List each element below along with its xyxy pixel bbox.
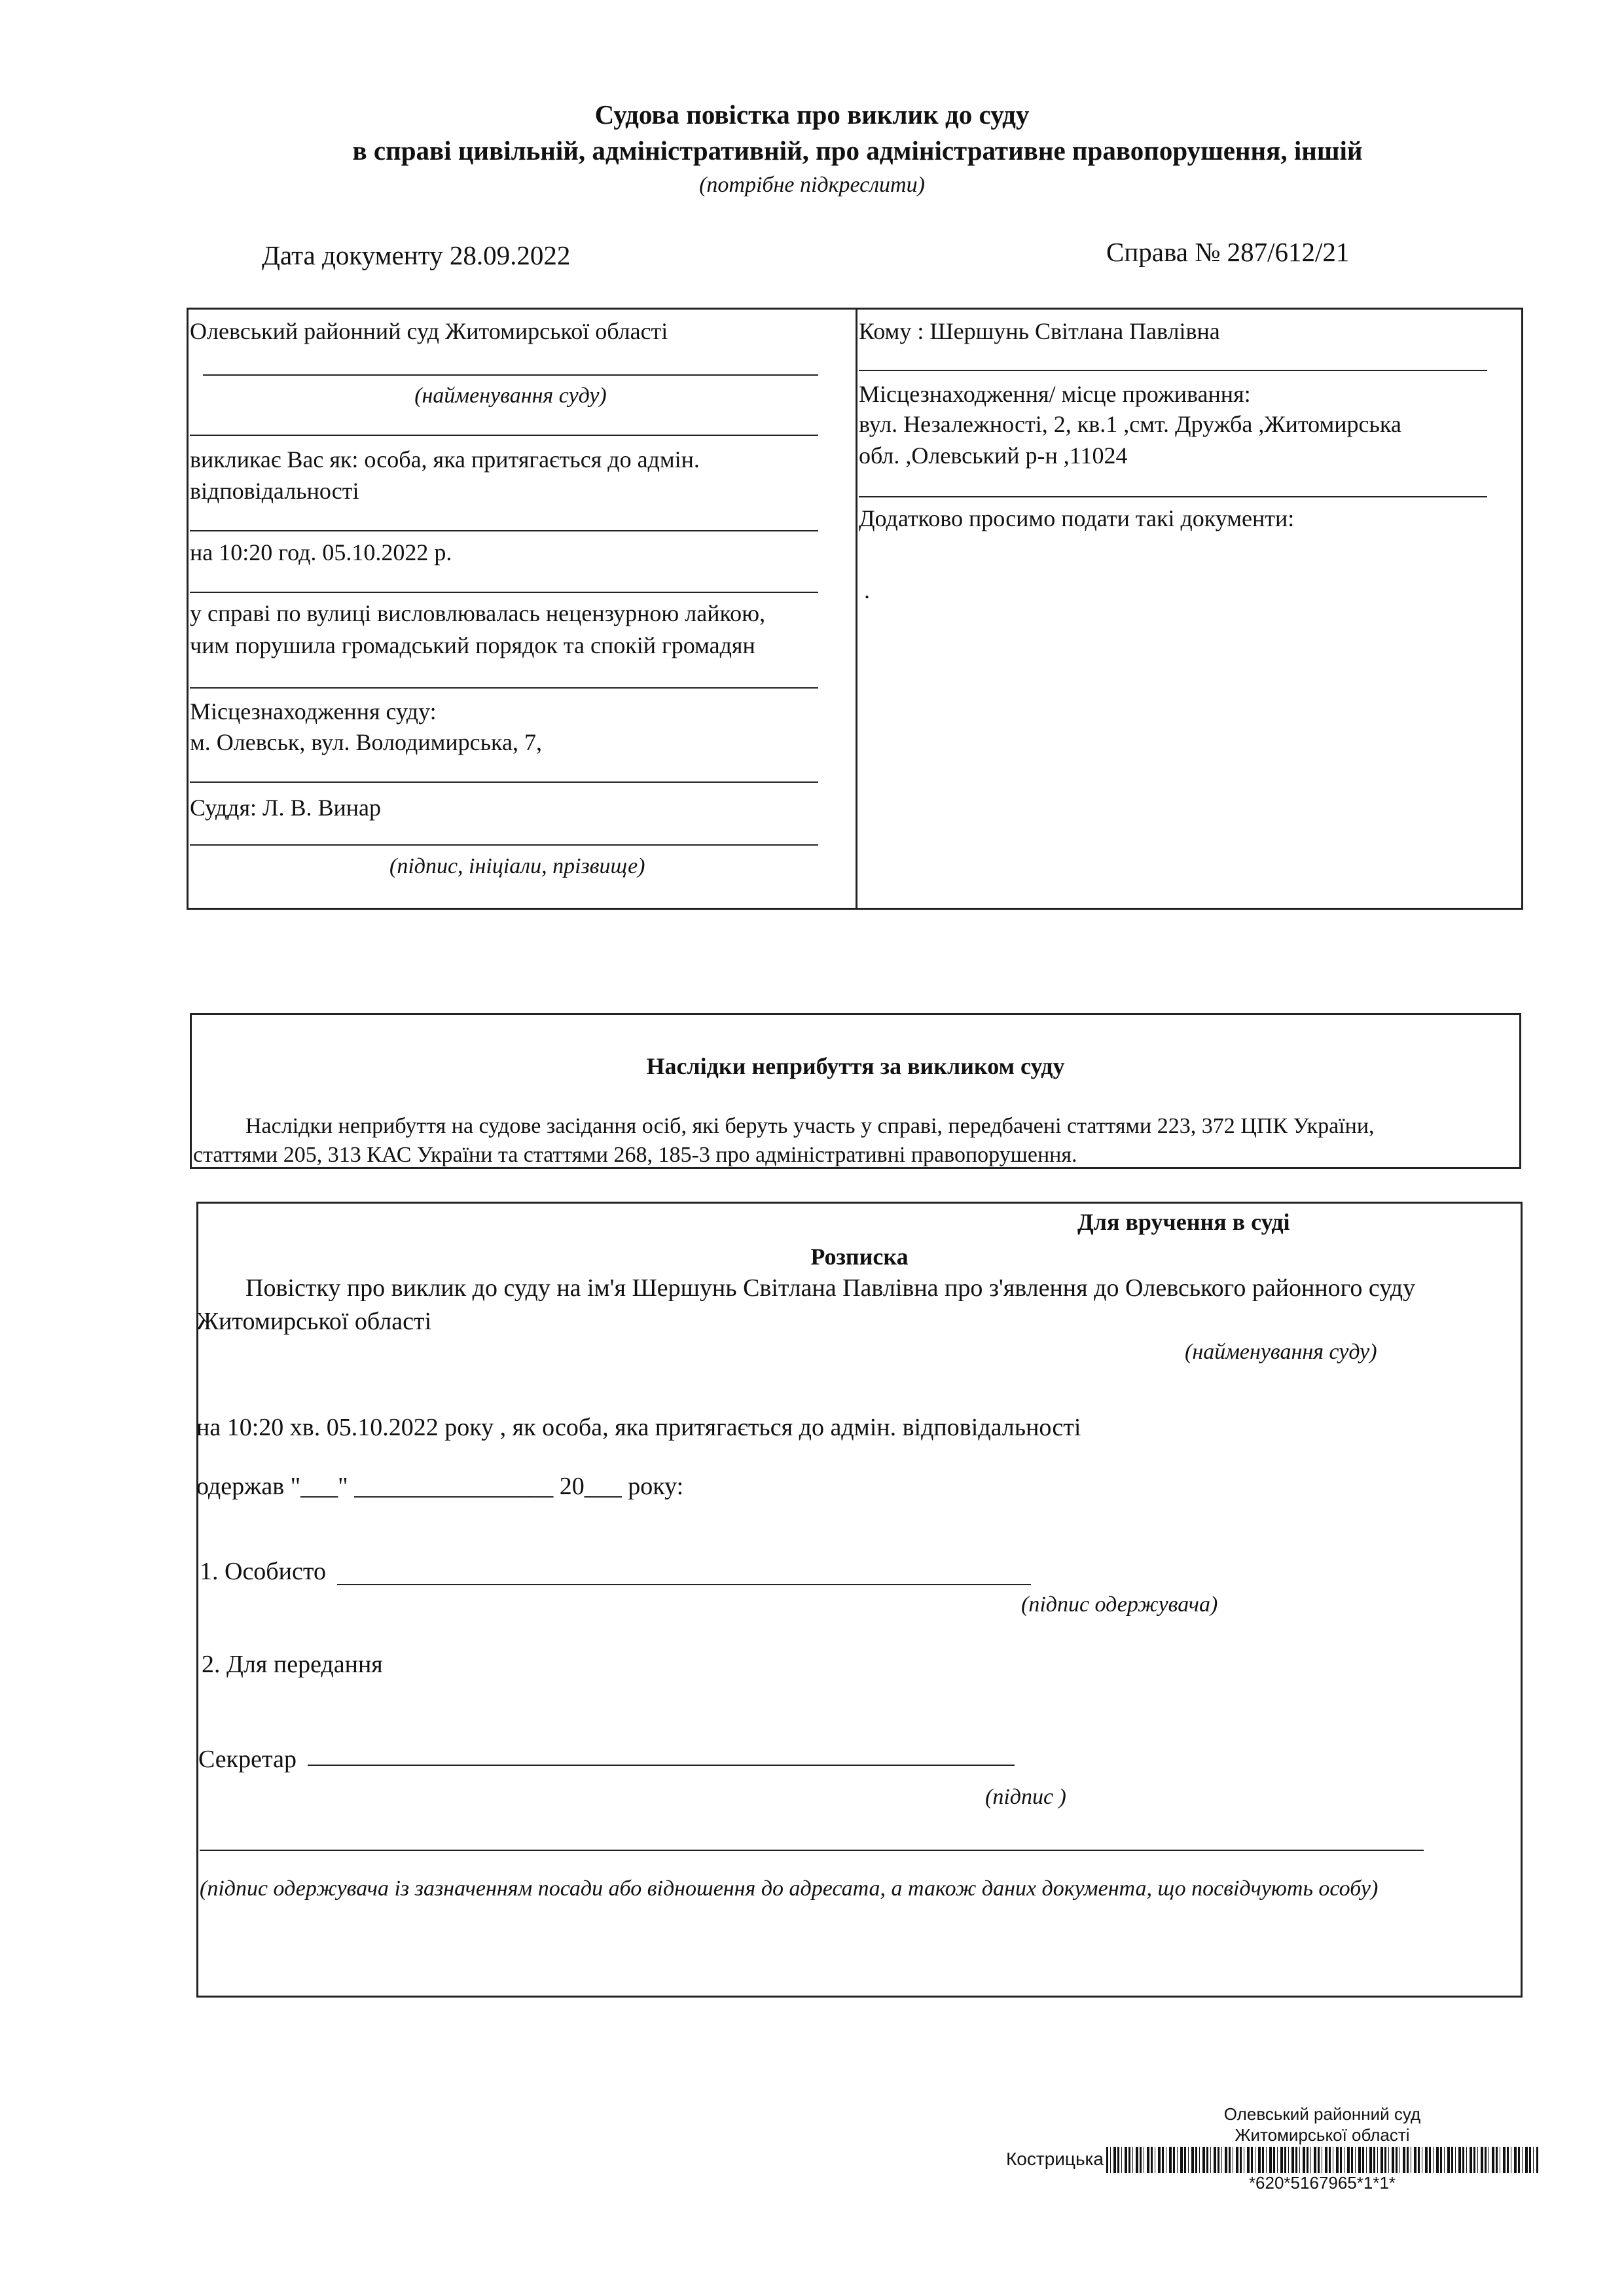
documents-label: Додатково просимо подати такі документи: bbox=[859, 505, 1295, 531]
case-description-line-1: у справі по вулиці висловлювалась нецензурною лайкою, bbox=[190, 600, 766, 626]
case-number: Справа № 287/612/21 bbox=[1106, 237, 1350, 267]
personally-label: 1. Особисто bbox=[200, 1558, 326, 1585]
hearing-time: на 10:20 год. 05.10.2022 р. bbox=[190, 539, 452, 565]
judge-signature-caption: (підпис, ініціали, прізвище) bbox=[389, 854, 645, 878]
received-line: одержав "___" ________________ 20___ року: bbox=[196, 1473, 684, 1500]
document-date: Дата документу 28.09.2022 bbox=[262, 240, 571, 270]
consequences-title: Наслідки неприбуття за викликом суду bbox=[646, 1053, 1065, 1079]
case-description-line-2: чим порушила громадський порядок та спокій громадян bbox=[190, 632, 755, 658]
secretary-label: Секретар bbox=[198, 1746, 297, 1773]
secretary-signature-caption: (підпис ) bbox=[985, 1785, 1066, 1809]
table-divider bbox=[856, 308, 857, 910]
receipt-bottom-caption: (підпис одержувача із зазначенням посади або відношення до адресата, а також даних документа, що посвідчують особу) bbox=[200, 1876, 1379, 1901]
for-court-label: Для вручення в суді bbox=[1077, 1209, 1290, 1235]
judge-name: Суддя: Л. В. Винар bbox=[190, 795, 381, 821]
title-note: (потрібне підкреслити) bbox=[699, 173, 925, 197]
recipient-signature-caption: (підпис одержувача) bbox=[1021, 1592, 1218, 1617]
court-location-value: м. Олевськ, вул. Володимирська, 7, bbox=[190, 729, 542, 755]
barcode-text: *620*5167965*1*1* bbox=[1248, 2173, 1396, 2193]
court-name: Олевський районний суд Житомирської області bbox=[190, 318, 668, 344]
title-line-2: в справі цивільній, адміністративній, про адміністративне правопорушення, іншій bbox=[352, 135, 1363, 166]
title-line-1: Судова повістка про виклик до суду bbox=[594, 99, 1030, 130]
stamp-line-1: Олевський районний суд bbox=[1223, 2104, 1421, 2124]
consequences-line-2: статтями 205, 313 КАС України та статтями 268, 185-3 про адміністративні правопорушення. bbox=[193, 1143, 1077, 1167]
barcode bbox=[1106, 2147, 1538, 2173]
recipient-name: Кому : Шершунь Світлана Павлівна bbox=[859, 318, 1220, 344]
documents-value: . bbox=[864, 577, 870, 603]
residence-line-2: обл. ,Олевський р-н ,11024 bbox=[859, 442, 1128, 469]
stamp-line-2: Житомирської області bbox=[1235, 2125, 1410, 2145]
receipt-line-2: Житомирської області bbox=[196, 1308, 432, 1335]
summons-role-line-2: відповідальності bbox=[190, 478, 359, 504]
residence-line-1: вул. Незалежності, 2, кв.1 ,смт. Дружба ,Житомирська bbox=[859, 411, 1401, 437]
receipt-court-caption: (найменування суду) bbox=[1185, 1340, 1377, 1364]
receipt-time-line: на 10:20 хв. 05.10.2022 року , як особа, яка притягається до адмін. відповідальності bbox=[196, 1414, 1081, 1441]
clerk-name: Кострицька bbox=[1006, 2149, 1104, 2169]
receipt-line-1: Повістку про виклик до суду на ім'я Шершунь Світлана Павлівна про з'явлення до Олевського районного суду bbox=[245, 1274, 1416, 1302]
summons-role-line-1: викликає Вас як: особа, яка притягається до адмін. bbox=[190, 446, 700, 473]
court-name-caption: (найменування суду) bbox=[414, 384, 607, 408]
receipt-title: Розписка bbox=[810, 1244, 909, 1270]
consequences-line-1: Наслідки неприбуття на судове засідання осіб, які беруть участь у справі, передбачені статтями 223, 372 ЦПК України, bbox=[245, 1114, 1375, 1138]
transfer-label: 2. Для передання bbox=[202, 1651, 383, 1678]
residence-label: Місцезнаходження/ місце проживання: bbox=[859, 381, 1251, 407]
court-location-label: Місцезнаходження суду: bbox=[190, 698, 437, 725]
